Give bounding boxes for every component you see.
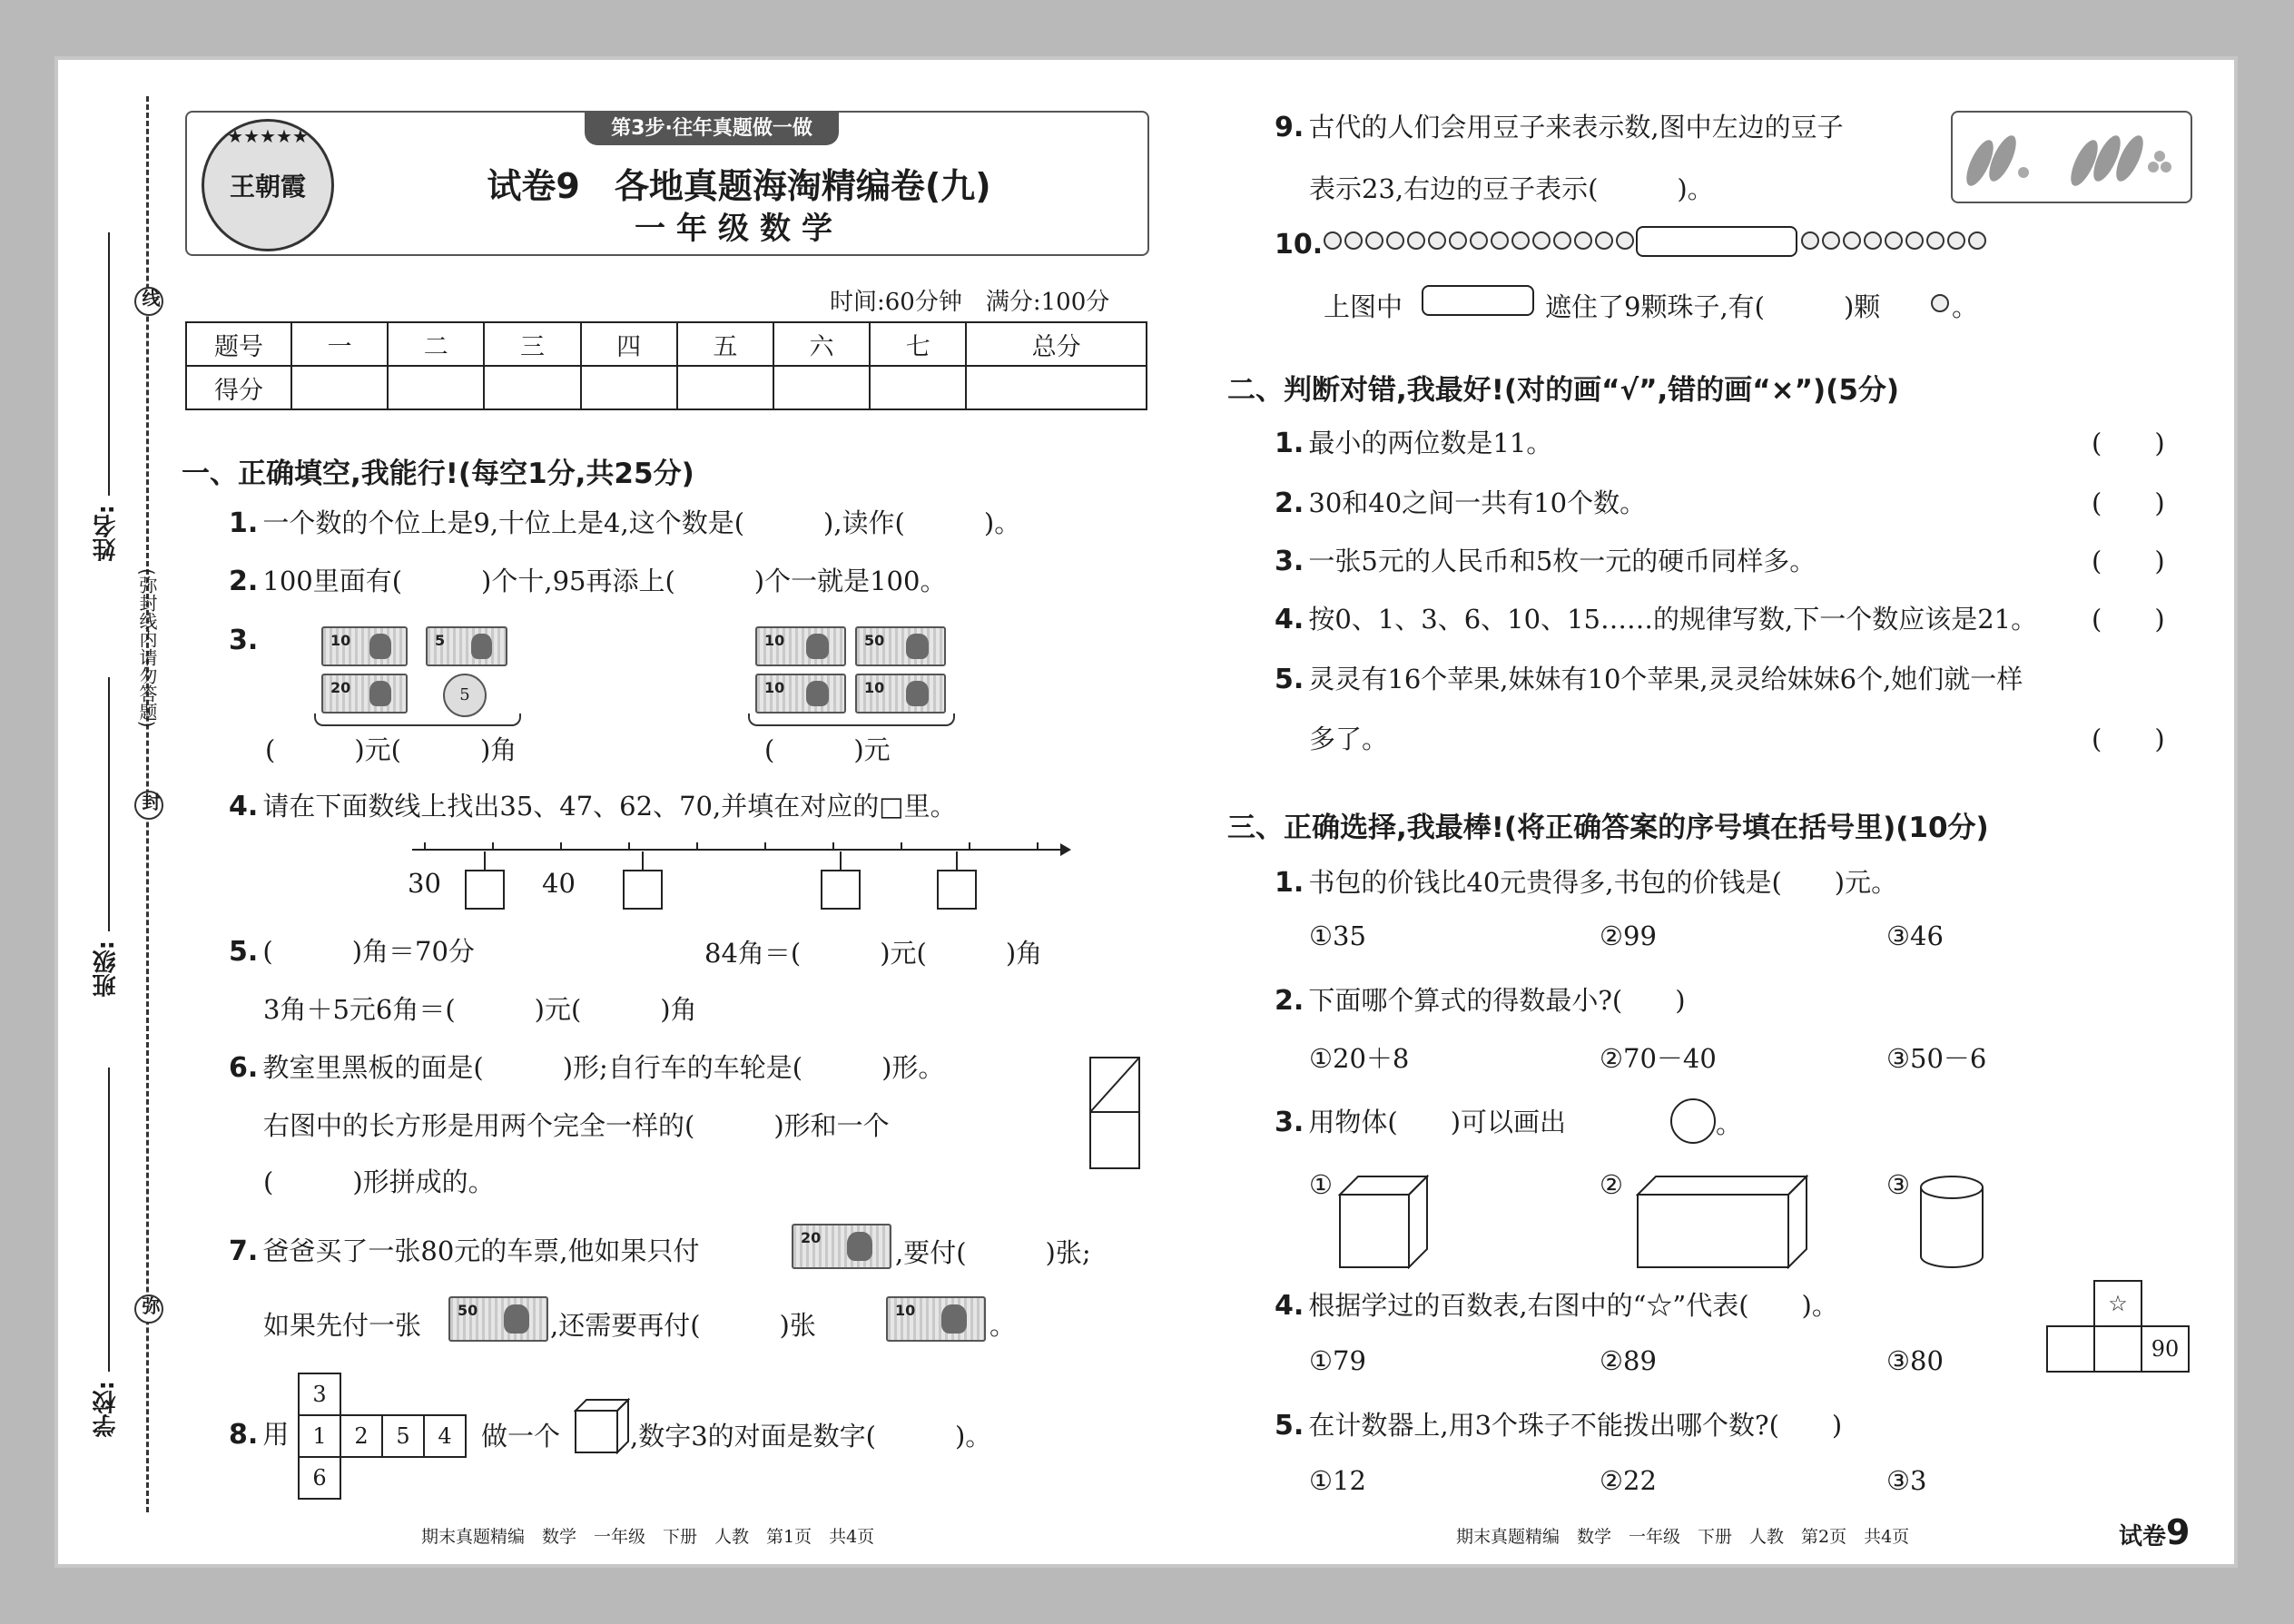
q10-b3: 。: [1952, 291, 1979, 322]
rectangle-figure: [1089, 1057, 1140, 1169]
question-9: 9. 古代的人们会用豆子来表示数,图中左边的豆子: [1275, 112, 1844, 143]
score-cell[interactable]: [773, 366, 870, 409]
score-header: 五: [677, 322, 773, 366]
q7-b3: 。: [989, 1310, 1017, 1341]
number-line: [412, 849, 1068, 851]
q5-c: 3角＋5元6角＝( )元( )角: [263, 994, 697, 1025]
judge-1: 1. 最小的两位数是11。: [1275, 428, 1553, 459]
score-row-label: 得分: [186, 366, 291, 409]
name-field[interactable]: [108, 232, 110, 496]
numline-label-40: 40: [542, 868, 576, 899]
answer-box[interactable]: [623, 870, 663, 910]
q9-b: 表示23,右边的豆子表示( )。: [1309, 173, 1714, 204]
choice-4-opt-1[interactable]: ①79: [1309, 1345, 1366, 1376]
q7-b1: 如果先付一张: [263, 1310, 422, 1341]
choice-2: 2. 下面哪个算式的得数最小?( ): [1275, 985, 1686, 1017]
logo-text: 王朝霞: [229, 172, 306, 202]
banknote-20: 20: [321, 674, 408, 714]
class-field[interactable]: [108, 677, 110, 931]
choice-3-opt-2[interactable]: ②: [1600, 1169, 1623, 1200]
q7-a2: ,要付( )张;: [895, 1237, 1091, 1268]
q5-b: 84角＝( )元( )角: [704, 938, 1043, 969]
score-cell[interactable]: [291, 366, 388, 409]
tick: [901, 842, 902, 849]
score-cell[interactable]: [581, 366, 677, 409]
tick: [969, 842, 970, 849]
bead-icon: [1931, 294, 1949, 312]
answer-box[interactable]: [821, 870, 861, 910]
exam-sheet: [54, 56, 2238, 1568]
brace-left: [314, 714, 521, 726]
binding-mark-line: 线: [134, 287, 163, 316]
pointer-arrow: [956, 851, 958, 870]
score-header: 二: [388, 322, 484, 366]
judge-1-paren[interactable]: ( ): [2092, 428, 2165, 458]
choice-5-opt-1[interactable]: ①12: [1309, 1465, 1366, 1496]
judge-3: 3. 一张5元的人民币和5枚一元的硬币同样多。: [1275, 546, 1816, 577]
question-1: 1. 一个数的个位上是9,十位上是4,这个数是( ),读作( )。: [229, 507, 1021, 539]
choice-2-opt-3[interactable]: ③50－6: [1886, 1043, 1987, 1074]
q3-left-answer: ( )元( )角: [265, 734, 517, 765]
bead-string-end: [1801, 231, 1989, 250]
judge-3-paren[interactable]: ( ): [2092, 546, 2165, 576]
banknote-10: 10: [755, 626, 846, 666]
bead-cover-box: [1636, 226, 1797, 257]
judge-2: 2. 30和40之间一共有10个数。: [1275, 487, 1647, 519]
school-label: 学校:: [93, 1381, 120, 1438]
banknote-10: 10: [886, 1296, 986, 1342]
tick: [560, 842, 562, 849]
page-subtitle: 一年级数学: [635, 211, 843, 247]
choice-1: 1. 书包的价钱比40元贵得多,书包的价钱是( )元。: [1275, 867, 1898, 899]
tick: [832, 842, 834, 849]
question-5: 5. ( )角＝70分: [229, 936, 475, 968]
choice-5-opt-3[interactable]: ③3: [1886, 1465, 1927, 1496]
score-header: 一: [291, 322, 388, 366]
q8-b: 做一个: [481, 1421, 561, 1452]
score-header: 三: [484, 322, 580, 366]
judge-4: 4. 按0、1、3、6、10、15……的规律写数,下一个数应该是21。: [1275, 604, 2038, 635]
choice-5-opt-2[interactable]: ②22: [1600, 1465, 1657, 1496]
judge-4-paren[interactable]: ( ): [2092, 604, 2165, 635]
binding-mark-seal: 封: [134, 791, 163, 820]
question-8: 8. 用: [229, 1419, 290, 1451]
choice-3-end: 。: [1716, 1108, 1743, 1139]
question-10: 10.: [1275, 229, 1324, 261]
score-header: 题号: [186, 322, 291, 366]
score-cell[interactable]: [966, 366, 1147, 409]
section-2-title: 二、判断对错,我最好!(对的画“√”,错的画“×”)(5分): [1227, 374, 1900, 407]
choice-2-opt-2[interactable]: ②70－40: [1600, 1043, 1717, 1074]
circle-icon: [1670, 1098, 1716, 1144]
answer-box[interactable]: [937, 870, 977, 910]
tick: [764, 842, 766, 849]
score-header: 四: [581, 322, 677, 366]
choice-5: 5. 在计数器上,用3个珠子不能拨出哪个数?( ): [1275, 1410, 1843, 1442]
small-cube-icon: [574, 1398, 630, 1454]
choice-1-opt-1[interactable]: ①35: [1309, 920, 1366, 951]
cube-net: 3 1 2 5 4 6: [298, 1373, 467, 1503]
score-cell[interactable]: [677, 366, 773, 409]
question-3: 3.: [229, 625, 259, 656]
choice-4: 4. 根据学过的百数表,右图中的“☆”代表( )。: [1275, 1290, 1838, 1322]
bead-cover-box-small: [1422, 285, 1534, 316]
tick: [492, 842, 494, 849]
section-1-title: 一、正确填空,我能行!(每空1分,共25分): [182, 458, 694, 490]
q6-c: ( )形拼成的。: [263, 1166, 495, 1197]
choice-3-opt-1[interactable]: ①: [1309, 1169, 1333, 1200]
banknote-50: 50: [855, 626, 946, 666]
judge-5-paren[interactable]: ( ): [2092, 723, 2165, 754]
judge-5: 5. 灵灵有16个苹果,妹妹有10个苹果,灵灵给妹妹6个,她们就一样: [1275, 664, 2023, 695]
footer-right: 期末真题精编 数学 一年级 下册 人教 第2页 共4页: [1456, 1527, 1910, 1547]
hundred-chart-fragment: [2046, 1280, 2191, 1374]
score-header: 六: [773, 322, 870, 366]
tick: [1037, 842, 1039, 849]
star-cell: ☆: [2093, 1280, 2142, 1327]
q7-b2: ,还需要再付( )张: [550, 1310, 816, 1341]
judge-5-cont: 多了。: [1309, 723, 1389, 754]
pointer-arrow: [642, 851, 644, 870]
banknote-5: 5: [426, 626, 507, 666]
choice-4-opt-3[interactable]: ③80: [1886, 1345, 1944, 1376]
logo-stars: ★★★★★: [227, 125, 309, 147]
banknote-10: 10: [321, 626, 408, 666]
pointer-arrow: [484, 851, 486, 870]
beans-figure: [1951, 111, 2192, 203]
score-cell[interactable]: [870, 366, 966, 409]
choice-3: 3. 用物体( )可以画出: [1275, 1107, 1567, 1138]
q8-c: ,数字3的对面是数字( )。: [630, 1421, 992, 1452]
tick: [628, 842, 630, 849]
banknote-10: 10: [855, 674, 946, 714]
choice-1-opt-3[interactable]: ③46: [1886, 920, 1944, 951]
pea-pods-left: [1971, 129, 2034, 183]
number-line-arrow: [1060, 843, 1071, 856]
q10-b1: 上图中: [1324, 291, 1403, 322]
numline-label-30: 30: [408, 868, 441, 899]
question-6: 6. 教室里黑板的面是( )形;自行车的车轮是( )形。: [229, 1052, 945, 1084]
binding-mark-mi: 弥: [134, 1294, 163, 1324]
score-cell[interactable]: [388, 366, 484, 409]
pea-pods-right: [2075, 129, 2184, 183]
tick: [424, 842, 426, 849]
page-title: 试卷9 各地真题海淘精编卷(九): [487, 166, 991, 206]
step-banner: 第3步·往年真题做一做: [585, 113, 839, 145]
choice-3-opt-3[interactable]: ③: [1886, 1169, 1910, 1200]
q10-b2: 遮住了9颗珠子,有( )颗: [1545, 291, 1881, 322]
pointer-arrow: [840, 851, 842, 870]
judge-2-paren[interactable]: ( ): [2092, 487, 2165, 518]
logo: [202, 119, 334, 251]
school-field[interactable]: [108, 1068, 110, 1372]
section-3-title: 三、正确选择,我最棒!(将正确答案的序号填在括号里)(10分): [1227, 812, 1989, 844]
score-header: 七: [870, 322, 966, 366]
score-table: [185, 321, 1147, 410]
blank-cell: [2093, 1325, 2142, 1373]
question-4: 4. 请在下面数线上找出35、47、62、70,并填在对应的□里。: [229, 791, 957, 822]
tick: [696, 842, 698, 849]
blank-cell: [2046, 1325, 2095, 1373]
cuboid-icon: [1636, 1175, 1808, 1269]
binding-note: (弥封线内请勿答题): [136, 568, 158, 728]
banknote-20: 20: [792, 1224, 891, 1269]
choice-1-opt-2[interactable]: ②99: [1600, 920, 1657, 951]
banknote-10: 10: [755, 674, 846, 714]
cylinder-icon: [1919, 1175, 1984, 1269]
score-cell[interactable]: [484, 366, 580, 409]
coin-5: 5: [443, 674, 487, 717]
footer-left: 期末真题精编 数学 一年级 下册 人教 第1页 共4页: [421, 1527, 875, 1547]
answer-box[interactable]: [465, 870, 505, 910]
q6-b: 右图中的长方形是用两个完全一样的( )形和一个: [263, 1110, 890, 1141]
banknote-50: 50: [448, 1296, 548, 1342]
question-2: 2. 100里面有( )个十,95再添上( )个一就是100。: [229, 566, 947, 597]
q3-right-answer: ( )元: [764, 734, 891, 765]
choice-2-opt-1[interactable]: ①20＋8: [1309, 1043, 1410, 1074]
score-header: 总分: [966, 322, 1147, 366]
class-label: 班级:: [93, 940, 120, 998]
cell-90: 90: [2141, 1325, 2190, 1373]
name-label: 姓名:: [93, 505, 120, 562]
time-info: 时间:60分钟 满分:100分: [830, 289, 1110, 316]
question-7: 7. 爸爸买了一张80元的车票,他如果只付: [229, 1235, 700, 1267]
paper-label: 试卷9: [2119, 1512, 2191, 1552]
brace-right: [748, 714, 955, 726]
choice-4-opt-2[interactable]: ②89: [1600, 1345, 1657, 1376]
cube-icon: [1338, 1175, 1429, 1269]
